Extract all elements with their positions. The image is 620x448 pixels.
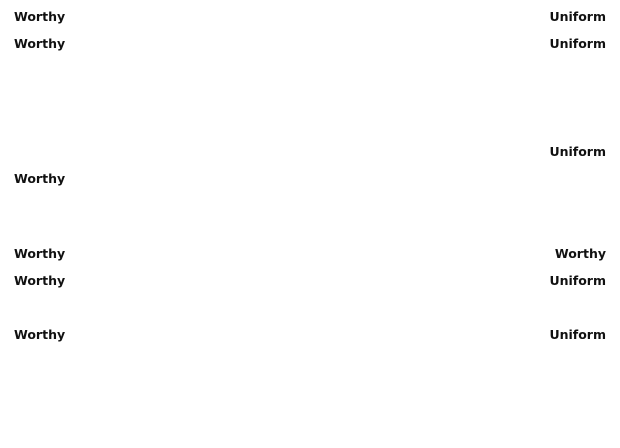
text-line xyxy=(14,216,606,237)
text-line xyxy=(14,297,606,318)
text-line xyxy=(14,243,606,264)
word-uniform: Uniform xyxy=(549,9,606,24)
text-line xyxy=(14,378,606,399)
word-worthy: Worthy xyxy=(14,9,66,24)
text-line xyxy=(14,270,606,291)
text-line xyxy=(14,114,606,135)
text-line xyxy=(14,324,606,345)
text-line xyxy=(14,33,606,54)
word-worthy: Worthy xyxy=(14,273,66,288)
word-uniform: Uniform xyxy=(549,144,606,159)
paragraph-2 xyxy=(14,216,606,432)
word-worthy: Worthy xyxy=(14,36,66,51)
text-line xyxy=(14,405,606,426)
word-worthy: Worthy xyxy=(14,171,66,186)
word-worthy: Worthy xyxy=(14,246,66,261)
text-line xyxy=(14,60,606,81)
text-line xyxy=(14,351,606,372)
word-worthy: Worthy xyxy=(14,327,66,342)
paragraph-1 xyxy=(14,6,606,195)
word-uniform: Uniform xyxy=(549,327,606,342)
text-line xyxy=(14,141,606,162)
text-line xyxy=(14,168,606,189)
text-line xyxy=(14,6,606,27)
word-uniform: Uniform xyxy=(549,273,606,288)
word-worthy: Worthy xyxy=(554,246,606,261)
text-line xyxy=(14,87,606,108)
word-uniform: Uniform xyxy=(549,36,606,51)
